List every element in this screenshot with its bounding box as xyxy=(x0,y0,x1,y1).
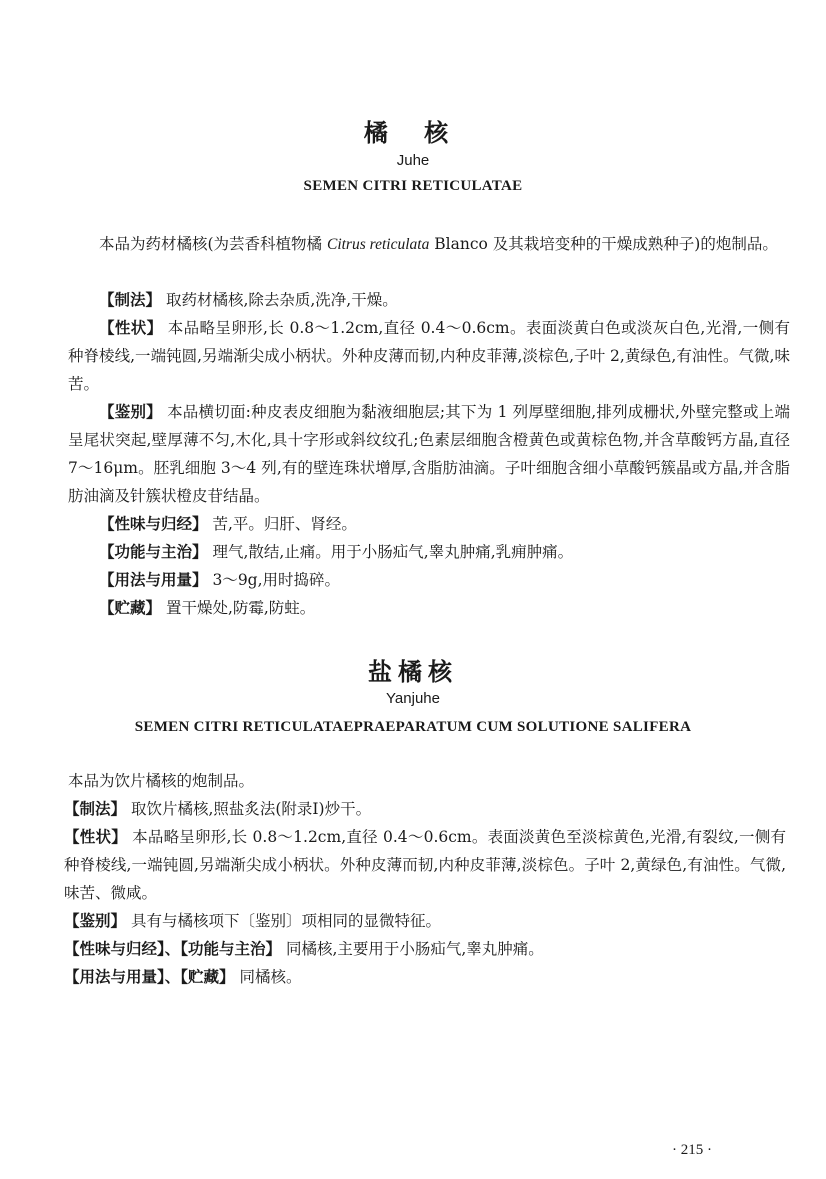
section-text: 理气,散结,止痛。用于小肠疝气,睾丸肿痛,乳痈肿痛。 xyxy=(212,543,574,561)
section-label: 【鉴别】 xyxy=(64,912,127,930)
section-text: 3～9g,用时捣碎。 xyxy=(212,571,341,589)
section-text: 取饮片橘核,照盐炙法(附录Ⅰ)炒干。 xyxy=(130,800,372,818)
section2-xingzhuang xyxy=(64,823,786,907)
entry-intro-juhe xyxy=(68,230,790,259)
section-yongfa xyxy=(68,566,790,594)
section-label: 【鉴别】 xyxy=(99,403,162,421)
section-label: 【制法】 xyxy=(64,800,127,818)
section-text: 置干燥处,防霉,防蛀。 xyxy=(165,599,316,617)
section-xingwei xyxy=(68,510,790,538)
section-text: 同橘核。 xyxy=(239,968,302,986)
section-label: 【性状】 xyxy=(99,319,163,337)
intro-text: 本品为饮片橘核的炮制品。 xyxy=(68,772,255,790)
section-label: 【性味与归经】、【功能与主治】 xyxy=(64,940,282,958)
section-label: 【用法与用量】 xyxy=(99,571,208,589)
section-text: 本品略呈卵形,长 0.8～1.2cm,直径 0.4～0.6cm。表面淡黄白色或淡灰白色,光滑,一侧有种脊棱线,一端钝圆,另端渐尖成小柄状。外种皮薄而韧,内种皮菲薄,淡棕色,子叶 2,黄绿色,有油性。气微,味苦。 xyxy=(68,319,790,393)
entry-title-juhe: 橘 核 xyxy=(363,119,463,147)
section-zhucang xyxy=(68,594,790,622)
section-text: 取药材橘核,除去杂质,洗净,干燥。 xyxy=(165,291,398,309)
entry-latin-yanjuhe: SEMEN CITRI RETICULATAEPRAEPARATUM CUM SOLUTIONE SALIFERA xyxy=(134,719,692,735)
section2-jianbie xyxy=(64,907,786,935)
section-label: 【贮藏】 xyxy=(99,599,162,617)
section-text: 本品略呈卵形,长 0.8～1.2cm,直径 0.4～0.6cm。表面淡黄色至淡棕黄色,光滑,有裂纹,一侧有种脊棱线,一端钝圆,另端渐尖成小柄状。外种皮薄而韧,内种皮菲薄,淡棕色。子叶 2,黄绿色,有油性。气微,味苦、微咸。 xyxy=(64,828,786,902)
section-text: 具有与橘核项下〔鉴别〕项相同的显微特征。 xyxy=(130,912,441,930)
section2-zhifa xyxy=(64,795,786,823)
section-text: 本品横切面:种皮表皮细胞为黏液细胞层;其下为 1 列厚壁细胞,排列成栅状,外壁完整或上端呈尾状突起,壁厚薄不匀,木化,具十字形或斜纹纹孔;色素层细胞含橙黄色或黄棕色物,并含草酸钙方晶,直径 7～16μm。胚乳细胞 3～4 列,有的壁连珠状增厚,含脂肪油滴。子叶细胞含细小草酸钙簇晶或方晶,并含脂肪油滴及针簇状橙皮苷结晶。 xyxy=(68,403,790,505)
entry-title-yanjuhe: 盐橘核 xyxy=(368,658,458,686)
section-text: 苦,平。归肝、肾经。 xyxy=(212,515,357,533)
section-jianbie xyxy=(68,398,790,510)
section-label: 【性状】 xyxy=(64,828,127,846)
intro-text-post: Blanco 及其栽培变种的干燥成熟种子)的炮制品。 xyxy=(429,235,778,253)
section2-yongfa-zhucang xyxy=(64,963,786,991)
entry-latin-juhe: SEMEN CITRI RETICULATAE xyxy=(303,178,523,194)
entry-pinyin-yanjuhe: Yanjuhe xyxy=(386,690,440,707)
page-number: · 215 · xyxy=(672,1142,712,1158)
entry-pinyin-juhe: Juhe xyxy=(396,152,430,169)
intro-text-pre: 本品为药材橘核(为芸香科植物橘 xyxy=(99,235,327,253)
section-label: 【用法与用量】、【贮藏】 xyxy=(64,968,235,986)
section2-xingwei-gongneng xyxy=(64,935,786,963)
section-label: 【制法】 xyxy=(99,291,162,309)
section-gongneng xyxy=(68,538,790,566)
section-label: 【功能与主治】 xyxy=(99,543,208,561)
section-text: 同橘核,主要用于小肠疝气,睾丸肿痛。 xyxy=(285,940,544,958)
section-xingzhuang xyxy=(68,314,790,398)
intro-latin-name: Citrus reticulata xyxy=(326,236,430,253)
section-label: 【性味与归经】 xyxy=(99,515,208,533)
entry-intro-yanjuhe xyxy=(68,767,790,795)
section-zhifa xyxy=(68,286,790,314)
